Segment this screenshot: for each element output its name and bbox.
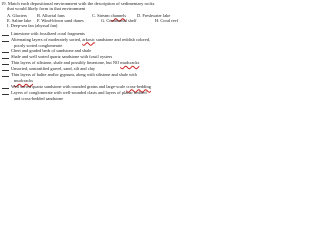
matching-item-text-part: Shale and well sorted quartz sandstone with fossil oysters [11, 54, 113, 60]
option-b: B. Alluvial fans [37, 12, 65, 18]
matching-item-text [11, 31, 85, 36]
question-line-1: 19. Match each depositional environment with the description of sedimentary rocks [1, 1, 155, 6]
question-line-2-text: that would likely form in that environment [7, 6, 86, 12]
matching-item-text-part: Thin layers of siltstone, shale and possibly limestone, but NO [11, 60, 121, 66]
matching-item-text [11, 66, 95, 71]
question-line-2 [1, 6, 199, 11]
matching-item-text-part: Limestone with fossilized coral fragments [11, 30, 85, 36]
matching-item-text [11, 37, 150, 42]
matching-item-text [11, 60, 139, 65]
matching-item-text-part: Thin layers of halite and/or gypsum, along with siltstone and shale with [11, 72, 137, 78]
matching-items-list [0, 31, 200, 102]
matching-item-text-part: Well sorted quartz sandstone with rounded grains and large-scale [11, 83, 127, 89]
options-row-3 [7, 23, 197, 28]
matching-item-text-part: and cross-bedded sandstone [14, 95, 64, 101]
option-i: I. Deep-sea fan (abyssal fan) [7, 23, 58, 29]
matching-item-text [11, 72, 137, 77]
option-c-marked-word: channels [110, 12, 127, 18]
matching-item-text [11, 54, 112, 59]
matching-item-text [11, 90, 147, 95]
matching-item-text [14, 78, 33, 83]
matching-item-text-part: Unsorted, unstratified gravel, sand, silt and clay [11, 66, 96, 72]
matching-item-text [14, 43, 62, 48]
matching-item-text [11, 48, 91, 53]
spellcheck-marked-word: mudcracks [120, 60, 140, 66]
worksheet-page [0, 0, 200, 119]
spellcheck-marked-word: cross-bedding [126, 83, 151, 89]
matching-item-text-part: Alternating layers of moderately sorted, [11, 36, 83, 42]
option-a: A. Glaciers [7, 12, 27, 18]
question-prompt [1, 1, 199, 12]
matching-item-text-part: sandstone and reddish colored, [94, 36, 151, 42]
matching-item-text-part: poorly sorted conglomerate [14, 42, 63, 48]
spellcheck-marked-word: mudcracks [14, 78, 34, 84]
option-e: E. Saline lake [7, 17, 32, 23]
matching-item-text [11, 84, 151, 89]
matching-item-continuation [0, 96, 200, 101]
option-g: G. Continental shelf [101, 17, 137, 23]
spellcheck-marked-word: arkosic [82, 36, 95, 42]
matching-item-text-part: Layers of conglomerate with well-rounded clasts and layers of planar bedded [11, 89, 147, 95]
matching-item-text [14, 96, 63, 101]
option-h: H. Coral reef [155, 17, 179, 23]
answer-options [7, 13, 197, 29]
option-c-prefix: C. Stream [92, 12, 111, 18]
option-d: D. Freshwater lake [137, 12, 171, 18]
matching-item-text-part: Chert and graded beds of sandstone and shale [11, 47, 92, 53]
option-f: F. Wind-blown sand dunes [37, 17, 84, 23]
